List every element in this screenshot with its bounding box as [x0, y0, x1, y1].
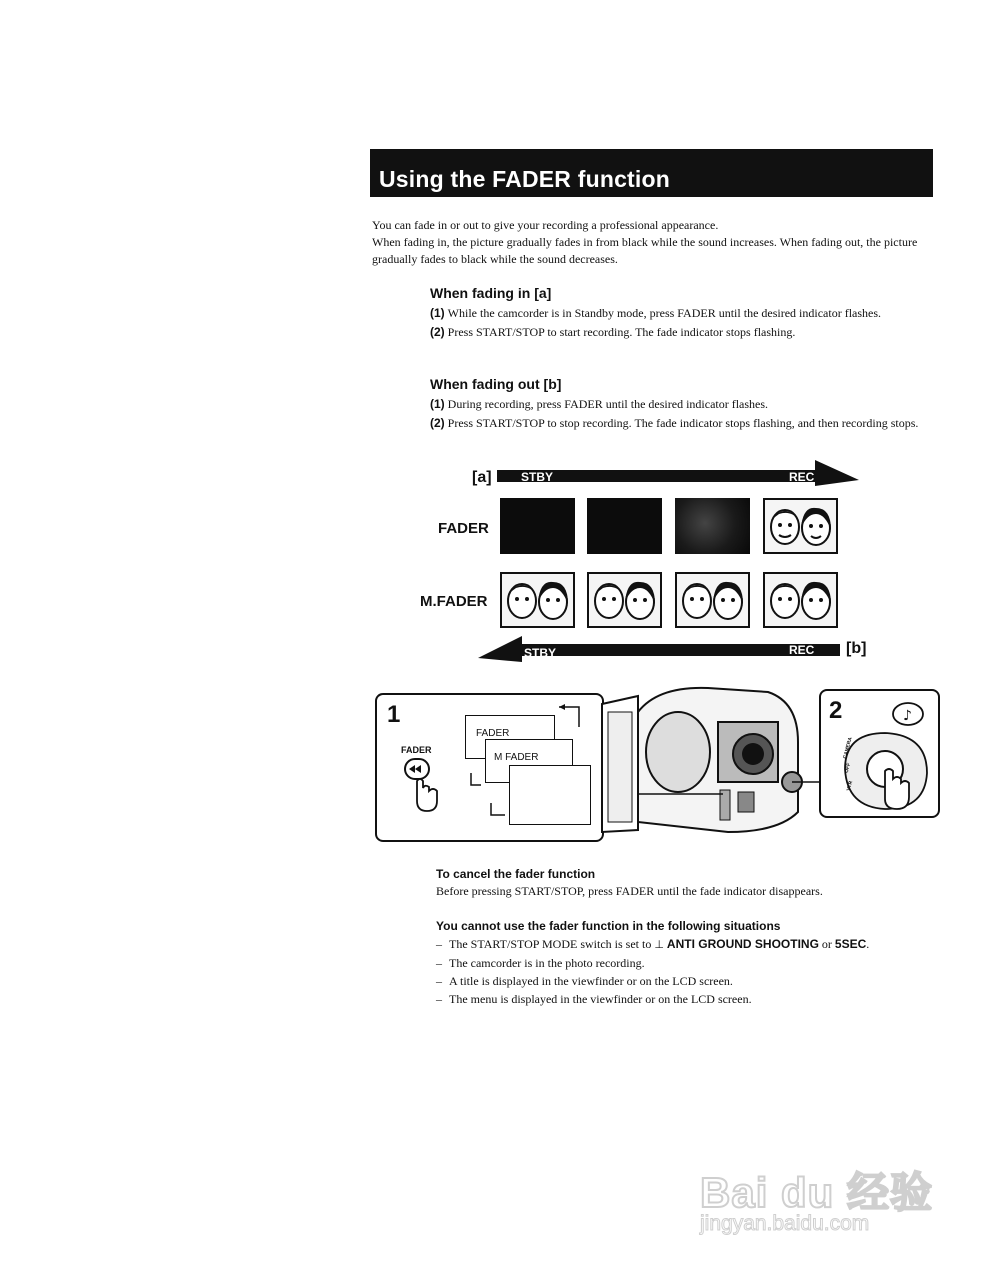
fading-in-heading: When fading in [a] — [430, 285, 552, 301]
intro-text — [372, 217, 937, 268]
fader-frame-2 — [587, 498, 662, 554]
watermark-main: Bai du 经验 — [700, 1169, 934, 1216]
fader-frame-4 — [763, 498, 838, 554]
list-item: – The camcorder is in the photo recording. — [436, 956, 645, 970]
off-label: OFF — [843, 762, 853, 774]
svg-text:♪: ♪ — [903, 708, 912, 724]
mfader-frame-4 — [763, 572, 838, 628]
fading-in-step-2: (2) Press START/STOP to start recording. The fade indicator stops flashing. — [430, 325, 796, 339]
label-b: [b] — [846, 640, 867, 657]
watermark — [700, 1140, 940, 1240]
step-1-number: 1 — [387, 701, 401, 728]
fading-out-heading: When fading out [b] — [430, 376, 562, 392]
fader-row-label: FADER — [438, 520, 489, 537]
fader-button-icon — [399, 757, 449, 815]
faces-image — [589, 574, 660, 626]
faces-image — [765, 574, 836, 626]
page-title: Using the FADER function — [379, 166, 671, 192]
cycle-arrows — [467, 759, 517, 823]
fader-frame-1 — [500, 498, 575, 554]
faces-image — [677, 574, 748, 626]
screen-blank — [509, 765, 591, 825]
cancel-heading: To cancel the fader function — [436, 867, 596, 881]
cannot-list — [436, 935, 936, 1008]
camcorder-illustration — [598, 682, 823, 840]
mfader-frame-2 — [587, 572, 662, 628]
mfader-frame-1 — [500, 572, 575, 628]
anti-ground-icon: ⊥ — [654, 938, 664, 951]
camera-label: CAMERA — [842, 736, 854, 760]
title-bar — [370, 149, 933, 197]
intro-line-2: When fading in, the picture gradually fades in from black while the sound increases. When fading out, the picture gradually fades to black while the sound decreases. — [372, 235, 918, 266]
mfader-frame-3 — [675, 572, 750, 628]
return-arrow — [557, 703, 587, 733]
cancel-note — [436, 867, 936, 900]
faces-image — [765, 500, 836, 552]
fader-frame-3 — [675, 498, 750, 554]
label-a: [a] — [472, 469, 492, 486]
rec-label-a: REC — [789, 470, 815, 484]
fading-out-step-1: (1) During recording, press FADER until the desired indicator flashes. — [430, 397, 769, 411]
faces-image — [502, 574, 573, 626]
stby-label-a: STBY — [521, 470, 554, 484]
watermark-sub: jingyan.baidu.com — [700, 1212, 870, 1235]
cannot-note — [436, 919, 936, 1008]
fading-in-section — [430, 285, 935, 343]
fading-out-section — [430, 376, 935, 434]
screen-fader-text: FADER — [476, 728, 510, 739]
cancel-text: Before pressing START/STOP, press FADER until the fade indicator disappears. — [436, 884, 823, 898]
beep-icon — [891, 701, 925, 727]
screen-mfader-text: M FADER — [494, 752, 539, 763]
list-item: – The START/STOP MODE switch is set to ⊥ ANTI GROUND SHOOTING or 5SEC. — [436, 937, 870, 951]
fading-in-step-1: (1) While the camcorder is in Standby mode, press FADER until the desired indicator flashes. — [430, 306, 882, 320]
vtr-label: VTR — [845, 780, 855, 792]
list-item: – The menu is displayed in the viewfinder or on the LCD screen. — [436, 992, 752, 1006]
step-2-panel — [819, 689, 940, 818]
stby-label-b: STBY — [524, 646, 557, 660]
rec-label-b: REC — [789, 643, 815, 657]
cannot-heading: You cannot use the fader function in the following situations — [436, 919, 781, 933]
fader-button-label: FADER — [401, 745, 432, 755]
list-item: – A title is displayed in the viewfinder or on the LCD screen. — [436, 974, 733, 988]
intro-line-1: You can fade in or out to give your recording a professional appearance. — [372, 218, 719, 232]
fading-out-step-2: (2) Press START/STOP to stop recording. The fade indicator stops flashing, and then recording stops. — [430, 416, 919, 430]
mfader-row-label: M.FADER — [420, 593, 488, 610]
step-1-panel — [375, 693, 604, 842]
step-2-number: 2 — [829, 697, 843, 724]
